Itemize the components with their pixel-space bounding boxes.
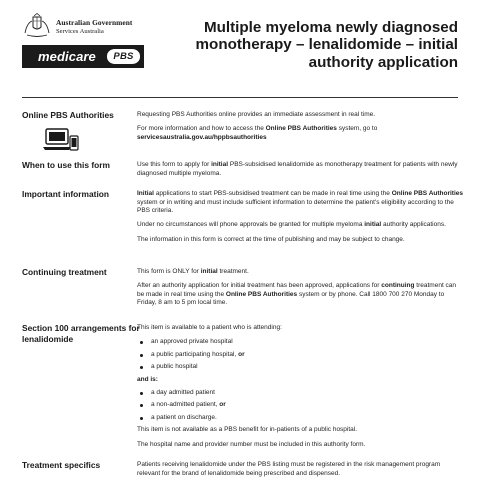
list-item: a day admitted patient [137,389,465,398]
continuing-paragraph-2 [137,282,465,308]
section-label-online: Online PBS Authorities [22,110,114,120]
list-item: an approved private hospital [137,338,465,347]
coat-of-arms-icon [22,13,52,39]
list-item: a patient on discharge. [137,414,465,423]
text-run: system, go to [336,125,378,133]
section-body-section100 [137,324,465,455]
emphasis-initial: initial [200,268,218,275]
and-is-label: and is: [137,375,158,383]
section-label-continuing: Continuing treatment [22,267,107,277]
list-item [137,401,465,410]
section-body-important [137,190,465,250]
text-run: Under no circumstances will phone approvals be granted for multiple myeloma [137,221,365,229]
section-body-specifics [137,461,465,484]
medicare-logo [22,45,144,68]
text-run: This form is ONLY for [137,268,201,275]
emphasis-continuing: continuing [381,282,415,290]
pbs-logo [107,49,140,64]
government-name: Australian Government [56,18,133,27]
list-item [137,351,465,360]
section-body-online [137,111,465,148]
text-run: a non-admitted patient, [151,401,220,409]
when-paragraph [137,161,465,178]
pbs-wordmark: PBS [113,51,134,62]
text-run: treatment can be made in real time using the [137,282,457,298]
text-run: authority applications. [381,221,446,229]
important-paragraph-1 [137,190,465,216]
section100-paragraph-3: This item is not available as a PBS benefit for in-patients of a public hospital. [137,426,358,434]
text-run: treatment. [217,268,249,275]
section-label-important: Important information [22,189,110,199]
specifics-paragraph: Patients receiving lenalidomide under the PBS listing must be registered in the risk management program relevant for the brand of lenalidomide being prescribed and dispensed. [137,461,441,477]
online-pbs-authorities-term: Online PBS Authorities [225,290,298,298]
important-paragraph-3: The information in this form is correct at the time of publishing and may be subject to change. [137,235,405,243]
section-body-when [137,161,465,184]
medicare-wordmark: medicare [38,49,96,64]
hospital-type-list [137,338,465,372]
text-run: applications to start PBS-subsidised treatment can be made in real time using the [153,190,392,197]
continuing-paragraph-1 [137,268,465,277]
text-run: For more information and how to access the [137,125,266,133]
text-run: system or by phone. Call 1800 700 270 Monday to Friday, 8 am to 5 pm local time. [137,290,445,307]
online-paragraph-2 [137,125,465,142]
section-label-specifics: Treatment specifics [22,460,101,470]
online-paragraph-1: Requesting PBS Authorities online provides an immediate assessment in real time. [137,111,376,118]
text-run: Use this form to apply for [137,161,212,168]
header-divider [22,97,458,98]
form-title: Multiple myeloma newly diagnosed monotherapy – lenalidomide – initial authority application [195,19,458,71]
section-label-when: When to use this form [22,160,110,170]
government-branding [56,18,132,35]
services-australia-link[interactable]: servicesaustralia.gov.au/hppbsauthorities [137,133,267,141]
text-run: After an authority application for initial treatment has been approved, applications for [137,282,382,290]
text-run: a public participating hospital, [151,350,239,358]
list-item: a public hospital [137,363,465,372]
section100-paragraph-4: The hospital name and provider number must be included in this authority form. [137,440,366,448]
online-pbs-authorities-term: Online PBS Authorities [265,125,337,133]
emphasis-initial: initial [364,221,382,229]
emphasis-initial: Initial [137,190,154,197]
section-label-section100: Section 100 arrangements for lenalidomide [22,323,140,344]
computer-icon [40,126,80,156]
patient-type-list [137,389,465,423]
section100-intro: This item is available to a patient who is attending: [137,324,282,331]
important-paragraph-2 [137,221,465,230]
emphasis-initial: initial [211,161,229,168]
emphasis-or: or [219,401,226,409]
text-run: PBS-subsidised lenalidomide as monotherapy treatment for patients with newly diagnosed multiple myeloma. [137,161,458,177]
text-run: system or in writing and must include sufficient information to determine the patient's eligibility according to the PBS criteria. [137,198,454,215]
emphasis-or: or [238,350,245,358]
section-body-continuing [137,268,465,314]
online-pbs-authorities-term: Online PBS Authorities [391,190,463,197]
agency-name: Services Australia [56,28,104,35]
